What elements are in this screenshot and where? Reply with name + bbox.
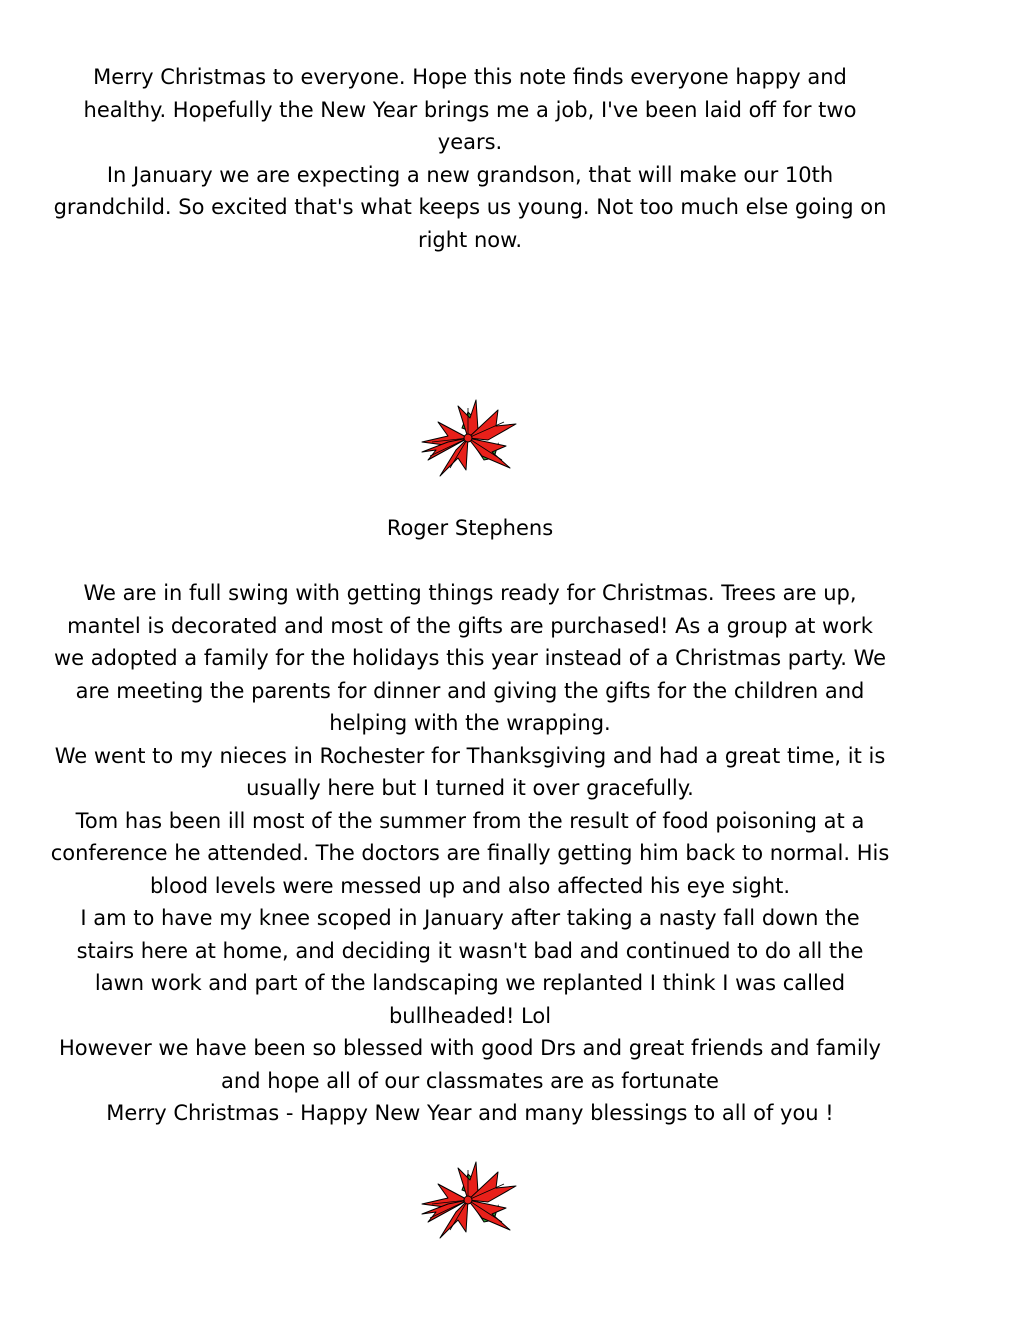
- letter-1-paragraph: Merry Christmas to everyone. Hope this note finds everyone happy and healthy. Hopefully the New Year brings me a job, I've been laid off for two years.: [83, 65, 857, 154]
- author-name: Roger Stephens: [386, 516, 554, 540]
- poinsettia-icon: [418, 1160, 518, 1242]
- letter-2-paragraph: Merry Christmas - Happy New Year and many blessings to all of you !: [106, 1101, 834, 1125]
- letter-2-paragraph: Tom has been ill most of the summer from the result of food poisoning at a conference he attended. The doctors are finally getting him back to normal. His blood levels were messed up and also affected his eye sight.: [50, 808, 890, 898]
- letter-2-paragraph: We are in full swing with getting things ready for Christmas. Trees are up, mantel is decorated and most of the gifts are purchased! As a group at work we adopted a family for the holidays this year instead of a Christmas party. We are meeting the parents for dinner and giving the gifts for the children and helping with the wrapping.: [53, 581, 887, 735]
- letter-2-paragraph: However we have been so blessed with good Drs and great friends and family and hope all of our classmates are as fortunate: [59, 1036, 881, 1093]
- letter-2-paragraph: We went to my nieces in Rochester for Thanksgiving and had a great time, it is usually here but I turned it over gracefully.: [54, 743, 886, 800]
- poinsettia-icon: [418, 398, 518, 480]
- letter-1: [50, 61, 890, 256]
- letter-2: [50, 577, 890, 1130]
- letter-2-paragraph: I am to have my knee scoped in January after taking a nasty fall down the stairs here at home, and deciding it wasn't bad and continued to do all the lawn work and part of the landscaping we replanted I think I was called bullheaded! Lol: [76, 906, 864, 1028]
- letter-1-paragraph: In January we are expecting a new grandson, that will make our 10th grandchild. So excited that's what keeps us young. Not too much else going on right now.: [53, 162, 887, 252]
